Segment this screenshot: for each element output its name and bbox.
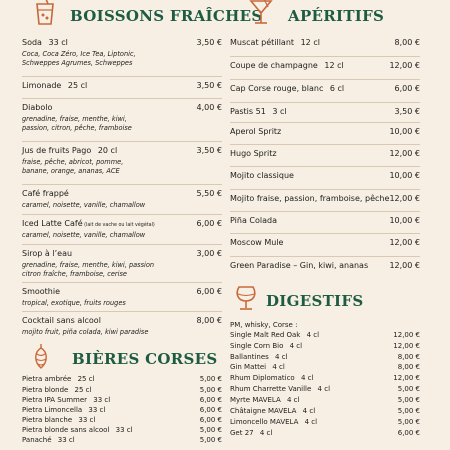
menu-item-price: 10,00 € [389, 171, 420, 180]
menu-item-price: 3,50 € [196, 81, 222, 90]
divider [22, 311, 222, 312]
menu-item-note: (lait de vache ou lait végétal) [82, 223, 155, 228]
menu-item-row [230, 385, 420, 394]
menu-item [230, 261, 420, 273]
menu-item-price: 6,00 € [199, 396, 222, 404]
menu-item-volume: 4 cl [270, 363, 285, 371]
cold-drink-icon [34, 0, 56, 30]
menu-item-price: 3,50 € [394, 107, 420, 116]
menu-item-name: Soda 33 cl [22, 38, 68, 47]
menu-item [22, 375, 222, 384]
section-header-aperitifs [230, 0, 420, 30]
brandy-glass-icon [234, 284, 258, 316]
menu-item [230, 149, 420, 161]
menu-item-price: 6,00 € [199, 406, 222, 414]
section-title-digestifs: DIGESTIFS [266, 292, 364, 310]
menu-item-name: Single Corn Bio 4 cl [230, 342, 303, 350]
menu-item-price: 12,00 € [389, 238, 420, 247]
divider [230, 79, 420, 80]
menu-item-row [22, 416, 222, 425]
divider [22, 282, 222, 283]
menu-item-name: Smoothie [22, 287, 61, 296]
menu-item-price: 3,50 € [196, 38, 222, 47]
menu-item-name: Panaché 33 cl [22, 436, 75, 444]
menu-item-name: Café frappé [22, 189, 69, 198]
menu-item-price: 12,00 € [389, 194, 420, 203]
menu-item-row [22, 146, 222, 158]
menu-item-name: Pietra ambrée 25 cl [22, 375, 95, 383]
menu-item [230, 107, 420, 119]
menu-item [22, 406, 222, 415]
menu-item-row [230, 363, 420, 372]
menu-item-price: 5,50 € [196, 189, 222, 198]
menu-item-volume: 25 cl [72, 386, 92, 394]
menu-item-name: Myrte MAVELA 4 cl [230, 396, 300, 404]
menu-item-price: 6,00 € [397, 429, 420, 437]
menu-item-row [230, 331, 420, 340]
menu-item-name: Sirop à l’eau [22, 249, 73, 258]
menu-item-price: 5,00 € [397, 385, 420, 393]
menu-item-volume: 33 cl [86, 406, 106, 414]
menu-item-name: Green Paradise – Gin, kiwi, ananas [230, 261, 369, 270]
menu-item-price: 12,00 € [393, 342, 420, 350]
menu-item [22, 38, 222, 68]
menu-item-name: Aperol Spritz [230, 127, 282, 136]
menu-item-name: Rhum Diplomatico 4 cl [230, 374, 314, 382]
menu-item-name: Single Malt Red Oak 4 cl [230, 331, 320, 339]
menu-item-volume: 12 cl [321, 61, 344, 70]
menu-item-name: Pietra blanche 33 cl [22, 416, 96, 424]
menu-item-name: Pietra blonde 25 cl [22, 386, 92, 394]
menu-item-price: 5,00 € [397, 396, 420, 404]
menu-item-row [22, 436, 222, 445]
menu-item [22, 219, 222, 240]
menu-item [22, 81, 222, 93]
menu-item-volume: 3 cl [269, 107, 287, 116]
menu-item [22, 386, 222, 395]
menu-item-name: Hugo Spritz [230, 149, 277, 158]
menu-item [22, 396, 222, 405]
menu-item-name: Châtaigne MAVELA 4 cl [230, 407, 316, 415]
menu-item-volume: 25 cl [65, 81, 88, 90]
menu-item-volume: 4 cl [304, 331, 320, 339]
menu-item-price: 8,00 € [196, 316, 222, 325]
menu-item-row [22, 386, 222, 395]
hops-icon [30, 344, 52, 374]
divider [22, 244, 222, 245]
menu-item-volume: 20 cl [95, 146, 118, 155]
menu-item [230, 38, 420, 50]
divider [230, 189, 420, 190]
menu-item-price: 5,00 € [199, 426, 222, 434]
menu-item-name: Limoncello MAVELA 4 cl [230, 418, 318, 426]
menu-item-row [230, 429, 420, 438]
divider [230, 122, 420, 123]
menu-item-description: passion, citron, pêche, framboise [22, 124, 132, 132]
menu-item [22, 416, 222, 425]
divider [230, 144, 420, 145]
menu-item [230, 363, 420, 372]
menu-item-row [22, 38, 222, 50]
menu-item-row [22, 316, 222, 328]
menu-item-row [230, 238, 420, 250]
menu-item-row [22, 189, 222, 201]
divider [22, 184, 222, 185]
menu-item-row [230, 261, 420, 273]
menu-item-price: 6,00 € [196, 219, 222, 228]
menu-item-row [22, 396, 222, 405]
menu-item-name: Rhum Charrette Vanille 4 cl [230, 385, 331, 393]
digestifs-intro: PM, whisky, Corse : [230, 321, 298, 329]
menu-item-price: 6,00 € [394, 84, 420, 93]
menu-item-price: 3,00 € [196, 249, 222, 258]
menu-item-row [230, 84, 420, 96]
menu-item-row [22, 375, 222, 384]
menu-item-volume: 33 cl [91, 396, 111, 404]
menu-item-volume: 33 cl [113, 426, 133, 434]
menu-item-row [230, 374, 420, 383]
menu-item [22, 316, 222, 337]
menu-item-volume: 33 cl [76, 416, 96, 424]
menu-item [22, 103, 222, 133]
menu-item-volume: 4 cl [298, 374, 314, 382]
menu-item-row [230, 107, 420, 119]
menu-item-row [22, 406, 222, 415]
menu-item-row [230, 38, 420, 50]
cocktail-glass-icon [248, 0, 274, 30]
menu-item-description: caramel, noisette, vanille, chamallow [22, 201, 146, 209]
menu-item-price: 5,00 € [199, 436, 222, 444]
menu-item-name: Pastis 51 3 cl [230, 107, 287, 116]
menu-item-volume: 25 cl [75, 375, 95, 383]
menu-item-name: Ballantines 4 cl [230, 353, 288, 361]
menu-item-row [230, 61, 420, 73]
menu-item [230, 407, 420, 416]
section-title-aperitifs: APÉRITIFS [288, 7, 385, 25]
menu-item [230, 61, 420, 73]
menu-item [230, 429, 420, 438]
menu-item-price: 10,00 € [389, 127, 420, 136]
menu-item-volume: 6 cl [327, 84, 345, 93]
menu-item-description: grenadine, fraise, menthe, kiwi, passion [22, 261, 155, 269]
menu-item-price: 12,00 € [389, 149, 420, 158]
menu-item-name: Mojito classique [230, 171, 294, 180]
menu-item-price: 8,00 € [394, 38, 420, 47]
menu-item-volume: 4 cl [315, 385, 331, 393]
menu-item [230, 331, 420, 340]
menu-item-price: 5,00 € [397, 418, 420, 426]
menu-item-name: Pietra blonde sans alcool 33 cl [22, 426, 133, 434]
divider [230, 102, 420, 103]
menu-item-price: 4,00 € [196, 103, 222, 112]
menu-item-name: Cap Corse rouge, blanc 6 cl [230, 84, 345, 93]
menu-item-description: citron fraîche, framboise, cerise [22, 270, 127, 278]
menu-item-price: 12,00 € [393, 331, 420, 339]
menu-item-row [230, 353, 420, 362]
menu-item-row [22, 103, 222, 115]
menu-item-volume: 4 cl [284, 396, 300, 404]
menu-item [230, 238, 420, 250]
menu-item [230, 418, 420, 427]
divider [230, 166, 420, 167]
menu-item-row [22, 81, 222, 93]
menu-item [22, 287, 222, 308]
menu-item-description: caramel, noisette, vanille, chamallow [22, 231, 146, 239]
menu-item [230, 171, 420, 183]
menu-item-volume: 33 cl [45, 38, 68, 47]
menu-item-description: banane, orange, ananas, ACE [22, 167, 120, 175]
menu-item-price: 12,00 € [393, 374, 420, 382]
section-header-bieres [22, 344, 222, 374]
menu-item-row [230, 407, 420, 416]
divider [230, 256, 420, 257]
divider [230, 56, 420, 57]
menu-item-row [230, 149, 420, 161]
menu-item-name: Coupe de champagne 12 cl [230, 61, 344, 70]
menu-item-name: Pietra IPA Summer 33 cl [22, 396, 111, 404]
menu-item-row [230, 216, 420, 228]
menu-item-name: Cocktail sans alcool [22, 316, 101, 325]
divider [22, 98, 222, 99]
menu-item [22, 426, 222, 435]
section-title-bieres: BIÈRES CORSES [72, 350, 218, 368]
menu-item [22, 146, 222, 176]
menu-item-price: 6,00 € [196, 287, 222, 296]
menu-item-volume: 4 cl [300, 407, 316, 415]
menu-item [230, 84, 420, 96]
menu-item [230, 396, 420, 405]
menu-item-name: Jus de fruits Pago 20 cl [22, 146, 118, 155]
menu-item-price: 5,00 € [397, 407, 420, 415]
menu-item-price: 8,00 € [397, 363, 420, 371]
menu-item-price: 12,00 € [389, 261, 420, 270]
menu-item-price: 8,00 € [397, 353, 420, 361]
menu-item-name: Piña Colada [230, 216, 277, 225]
menu-item-row [22, 249, 222, 261]
divider [230, 233, 420, 234]
menu-item-row [22, 287, 222, 299]
menu-item-description: fraise, pêche, abricot, pomme, [22, 158, 124, 166]
menu-item-row [230, 342, 420, 351]
menu-item-name: Gin Mattei 4 cl [230, 363, 285, 371]
menu-item [230, 385, 420, 394]
divider [22, 214, 222, 215]
menu-item-name: Iced Latte Café (lait de vache ou lait végétal) [22, 219, 155, 228]
menu-item-row [230, 127, 420, 139]
menu-item-volume: 4 cl [302, 418, 318, 426]
menu-item-name: Moscow Mule [230, 238, 284, 247]
divider [22, 76, 222, 77]
menu-item-name: Get 27 4 cl [230, 429, 273, 437]
menu-item-description: grenadine, fraise, menthe, kiwi, [22, 115, 127, 123]
divider [22, 141, 222, 142]
menu-item-description: tropical, exotique, fruits rouges [22, 299, 126, 307]
menu-item-description: Coca, Coca Zéro, Ice Tea, Liptonic, [22, 50, 136, 58]
menu-item [22, 436, 222, 445]
menu-item-price: 6,00 € [199, 416, 222, 424]
menu-item [22, 189, 222, 210]
menu-item-volume: 4 cl [257, 429, 273, 437]
menu-item-row [230, 171, 420, 183]
menu-item-row [230, 396, 420, 405]
menu-item [22, 249, 222, 279]
menu-item-volume: 4 cl [272, 353, 288, 361]
menu-item-price: 3,50 € [196, 146, 222, 155]
section-title-boissons: BOISSONS FRAÎCHES [70, 7, 263, 25]
menu-item-price: 10,00 € [389, 216, 420, 225]
menu-item-description: Schweppes Agrumes, Schweppes [22, 59, 133, 67]
menu-item-name: Muscat pétillant 12 cl [230, 38, 320, 47]
menu-item-name: Pietra Limoncella 33 cl [22, 406, 106, 414]
menu-item-price: 12,00 € [389, 61, 420, 70]
menu-item-volume: 4 cl [287, 342, 303, 350]
menu-item-name: Diabolo [22, 103, 53, 112]
menu-item [230, 194, 420, 206]
menu-item-price: 5,00 € [199, 375, 222, 383]
menu-item [230, 216, 420, 228]
menu-item-volume: 12 cl [298, 38, 320, 47]
menu-item-row [22, 426, 222, 435]
menu-item [230, 342, 420, 351]
menu-item-row [230, 194, 420, 206]
menu-item-description: mojito fruit, piña colada, kiwi paradise [22, 328, 149, 336]
menu-item-row [230, 418, 420, 427]
menu-item-name: Mojito fraise, passion, framboise, pêche [230, 194, 390, 203]
menu-item-name: Limonade 25 cl [22, 81, 88, 90]
section-header-boissons [22, 0, 263, 30]
menu-item-row [22, 219, 222, 231]
menu-item-volume: 33 cl [55, 436, 75, 444]
divider [230, 211, 420, 212]
section-header-digestifs [230, 286, 420, 316]
menu-item [230, 127, 420, 139]
menu-item-price: 5,00 € [199, 386, 222, 394]
menu-item [230, 353, 420, 362]
menu-item [230, 374, 420, 383]
